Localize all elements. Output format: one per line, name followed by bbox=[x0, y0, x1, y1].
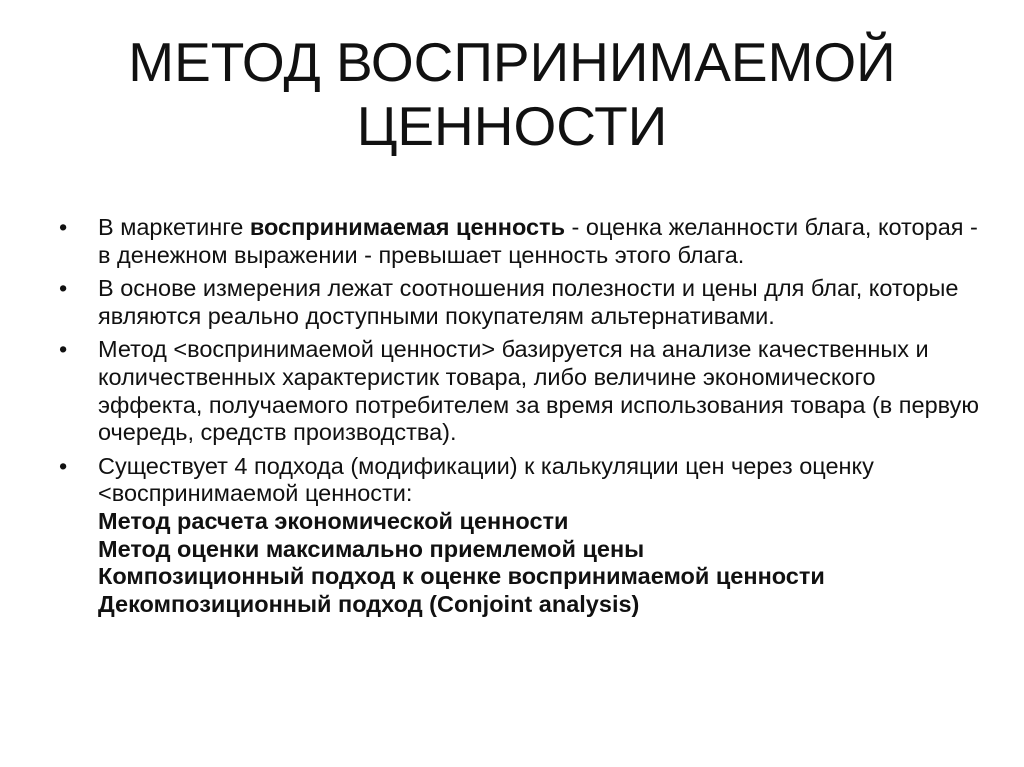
slide-title-line-2: ЦЕННОСТИ bbox=[356, 95, 668, 157]
bullet-marker: • bbox=[59, 275, 68, 302]
bullet-marker: • bbox=[59, 452, 68, 479]
approach-max-acceptable-price: Метод оценки максимально приемлемой цены bbox=[98, 535, 645, 562]
bullet-3-text: Метод <воспринимаемой ценности> базируется на анализе качественных и количественных характеристик товара, либо величине экономического эффекта, получаемого потребителем за время использования товара (в первую очередь, средств производства). bbox=[98, 336, 979, 446]
bullet-marker: • bbox=[59, 214, 68, 240]
slide-title-line-1: МЕТОД ВОСПРИНИМАЕМОЙ bbox=[128, 31, 896, 93]
bullet-1-text-start: В маркетинге bbox=[98, 214, 250, 240]
bullet-list bbox=[59, 214, 979, 624]
bullet-1-text-end: - оценка желанности блага, которая - в денежном выражении - превышает ценность этого блага. bbox=[98, 214, 978, 268]
bullet-4-text: Существует 4 подхода (модификации) к калькуляции цен через оценку <воспринимаемой ценности: bbox=[98, 452, 874, 507]
approach-economic-value: Метод расчета экономической ценности bbox=[98, 507, 569, 534]
bullet-item-3 bbox=[59, 336, 979, 446]
approach-compositional: Композиционный подход к оценке воспринимаемой ценности bbox=[98, 563, 825, 590]
bullet-2-text: В основе измерения лежат соотношения полезности и цены для благ, которые являются реально доступными покупателям альтернативами. bbox=[98, 275, 959, 329]
approach-decompositional: Декомпозиционный подход (Conjoint analysis) bbox=[98, 590, 640, 617]
bullet-item-1 bbox=[59, 214, 979, 269]
bullet-item-2 bbox=[59, 275, 979, 330]
bullet-item-4 bbox=[59, 453, 979, 619]
slide-title bbox=[60, 30, 964, 158]
bullet-marker: • bbox=[59, 336, 68, 363]
bullet-1-bold-term: воспринимаемая ценность bbox=[249, 214, 566, 240]
